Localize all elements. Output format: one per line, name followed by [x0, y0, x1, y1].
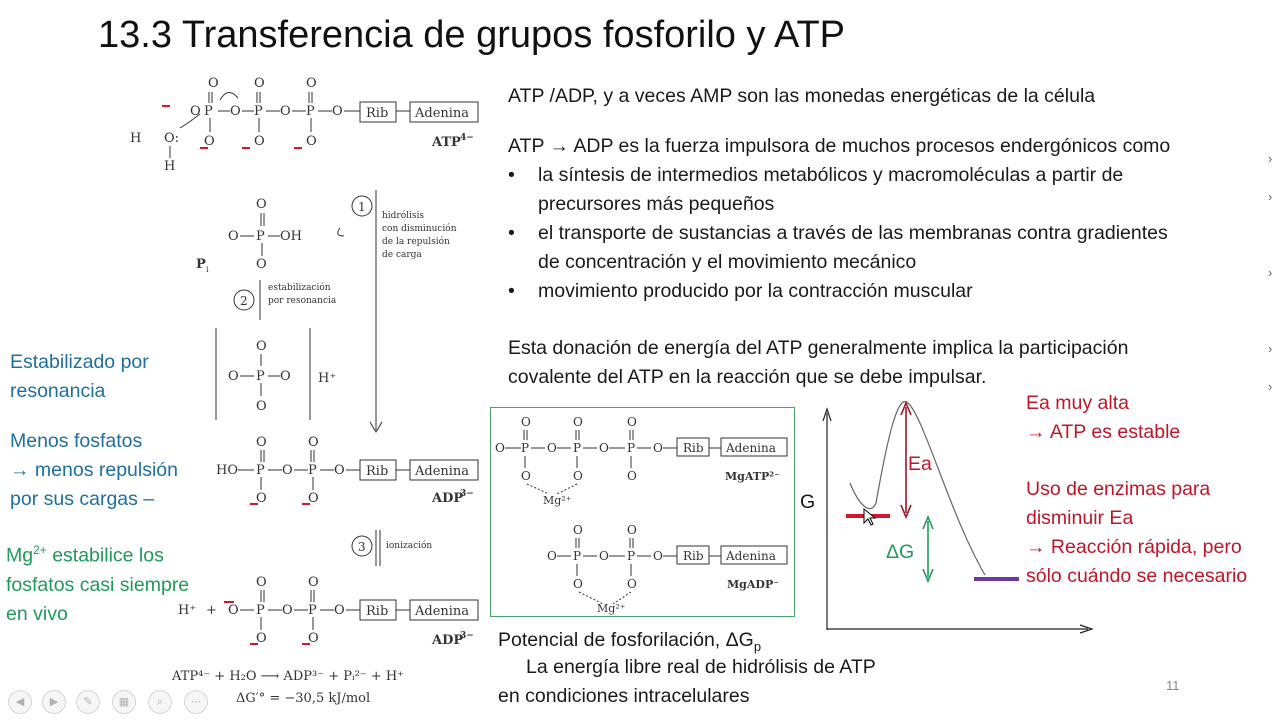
note-enzymes: Uso de enzimas para disminuir Ea → Reacción rápida, pero sólo cuándo se necesario — [1026, 478, 1248, 587]
svg-text:O: O — [256, 491, 267, 506]
adp-adenina-label: Adenina — [415, 464, 470, 479]
offscreen-edge-glyphs: › › › › › — [1268, 151, 1273, 394]
svg-text:O: O — [653, 441, 663, 455]
svg-text:O: O — [573, 415, 583, 429]
phosphorylation-potential: Potencial de fosforilación, $\Delta G_p$ — [498, 629, 762, 654]
mgadp-rib-label: Rib — [683, 549, 704, 563]
svg-text:O: O — [280, 369, 291, 384]
step-2 — [216, 280, 337, 420]
svg-text:O: O — [208, 76, 219, 91]
svg-text:H: H — [130, 131, 142, 146]
svg-text:O: O — [334, 603, 345, 618]
h-plus-ionized: H⁺ — [178, 603, 197, 618]
step-1-line2: con disminución — [382, 224, 457, 234]
svg-text:O: O — [190, 104, 201, 119]
mg-line1-rest: estabilice los — [46, 544, 164, 567]
note-fewer-line2: → menos repulsión — [10, 459, 178, 481]
bullet-item-synthesis: • la síntesis de intermedios metabólicos y macromoléculas a partir de precursores más pequeños — [508, 161, 1168, 219]
step-3 — [352, 530, 432, 566]
reaction-curve — [850, 402, 985, 575]
mgatp-mg-ion: Mg²⁺ — [543, 494, 572, 507]
svg-text:O:: O: — [164, 131, 180, 146]
atp-rib-label: Rib — [366, 106, 389, 121]
svg-text:O: O — [547, 441, 557, 455]
step-2-number: 2 — [240, 294, 248, 308]
mgatp-label: MgATP²⁻ — [725, 470, 780, 483]
prev-slide-icon[interactable]: ◀ — [8, 690, 32, 714]
svg-text:O: O — [282, 463, 293, 478]
svg-text:O: O — [256, 399, 267, 414]
svg-text:O: O — [573, 469, 583, 483]
atp-structure — [130, 76, 478, 174]
adp-rib-label: Rib — [366, 464, 389, 479]
step-3-line1: ionización — [386, 541, 433, 551]
note-ea-high: Ea muy alta → ATP es estable — [1026, 392, 1181, 443]
svg-text:O: O — [306, 134, 317, 149]
svg-text:O: O — [308, 575, 319, 590]
svg-text:P: P — [256, 369, 265, 384]
svg-text:H: H — [164, 159, 176, 174]
svg-text:P: P — [308, 463, 317, 478]
more-options-icon[interactable]: ⋯ — [184, 690, 208, 714]
mg-charge: 2+ — [33, 543, 47, 557]
body-paragraph-3: Esta donación de energía del ATP generalmente implica la participación covalente del ATP en la reacción que se debe impulsar. — [508, 337, 1129, 388]
svg-text:O: O — [573, 577, 583, 591]
atp-label: ATP — [432, 135, 461, 150]
mg-symbol: Mg — [6, 544, 34, 567]
step-1-line4: de carga — [382, 250, 422, 260]
svg-text:O: O — [547, 549, 557, 563]
mgadp-structure — [547, 523, 787, 615]
svg-text:O: O — [332, 104, 343, 119]
svg-text:O: O — [599, 441, 609, 455]
mgatp-adenina-label: Adenina — [726, 441, 776, 455]
svg-text:O: O — [521, 415, 531, 429]
mgatp-rib-label: Rib — [683, 441, 704, 455]
delta-g-arrow — [923, 517, 933, 581]
energy-axis-g-label: G — [800, 491, 816, 513]
free-energy-line2: en condiciones intracelulares — [498, 685, 750, 707]
free-energy-line1: La energía libre real de hidrólisis de ATP — [526, 656, 876, 678]
svg-text:P: P — [573, 549, 582, 563]
svg-text:P: P — [308, 603, 317, 618]
svg-text:O: O — [308, 435, 319, 450]
bullet-item-muscle: • movimiento producido por la contracción muscular — [508, 277, 1168, 306]
mgadp-adenina-label: Adenina — [726, 549, 776, 563]
adp-charge: 3− — [460, 489, 474, 499]
pen-icon[interactable]: ✎ — [76, 690, 100, 714]
step-1-number: 1 — [358, 200, 366, 214]
note-magnesium — [6, 536, 189, 629]
pi-subscript: i — [206, 265, 209, 274]
next-slide-icon[interactable]: ▶ — [42, 690, 66, 714]
adp-ionized-charge: 3− — [460, 631, 474, 641]
delta-g-label: ΔG — [886, 541, 915, 563]
mgadp-mg-ion: Mg²⁺ — [597, 602, 626, 615]
svg-text:O: O — [627, 415, 637, 429]
svg-text:+: + — [206, 603, 217, 618]
page-number: 11 — [1166, 678, 1180, 693]
adp-ionized-rib-label: Rib — [366, 604, 389, 619]
mgatp-structure — [495, 415, 787, 507]
svg-text:P: P — [256, 463, 265, 478]
adp-structure — [216, 435, 478, 506]
slides-grid-icon[interactable]: ▦ — [112, 690, 136, 714]
svg-text:P: P — [573, 441, 582, 455]
step-2-line2: por resonancia — [268, 296, 337, 306]
svg-text:O: O — [627, 469, 637, 483]
svg-text:O: O — [282, 603, 293, 618]
hydrolysis-equation: ATP⁴⁻ + H₂O ⟶ ADP³⁻ + Pᵢ²⁻ + H⁺ — [172, 669, 405, 684]
zoom-icon[interactable]: ⌕ — [148, 690, 172, 714]
svg-text:P: P — [256, 603, 265, 618]
note-resonance — [10, 348, 149, 406]
bullet-item-transport: • el transporte de sustancias a través de las membranas contra gradientes de concentración y el movimiento mecánico — [508, 219, 1168, 277]
adp-ionized-adenina-label: Adenina — [415, 604, 470, 619]
note-fewer-phosphates — [10, 427, 178, 514]
adp-ionized-structure — [178, 575, 478, 648]
svg-text:O: O — [599, 549, 609, 563]
mgadp-label: MgADP⁻ — [727, 578, 780, 591]
svg-text:P: P — [256, 229, 265, 244]
svg-text:OH: OH — [280, 229, 302, 244]
svg-text:O: O — [256, 197, 267, 212]
svg-text:O: O — [308, 491, 319, 506]
note-resonance-line1: Estabilizado por — [10, 351, 149, 373]
body-paragraph-1: ATP /ADP, y a veces AMP son las monedas energéticas de la célula — [508, 85, 1096, 107]
step-1-line1: hidrólisis — [382, 211, 425, 221]
mg-line3: en vivo — [6, 602, 68, 625]
svg-text:O: O — [230, 104, 241, 119]
svg-text:O: O — [256, 339, 267, 354]
mouse-cursor-icon — [864, 509, 875, 525]
svg-text:O: O — [256, 435, 267, 450]
svg-text:P: P — [306, 104, 315, 119]
svg-text:O: O — [228, 229, 239, 244]
pi-label: P — [196, 257, 206, 272]
svg-text:P: P — [521, 441, 530, 455]
svg-text:O: O — [627, 577, 637, 591]
svg-text:O: O — [204, 134, 215, 149]
slide-title: 13.3 Transferencia de grupos fosforilo y ATP — [98, 14, 846, 56]
svg-text:O: O — [228, 369, 239, 384]
svg-text:O: O — [521, 469, 531, 483]
h-plus-resonance: H⁺ — [318, 371, 337, 386]
svg-text:O: O — [334, 463, 345, 478]
svg-text:O: O — [228, 603, 239, 618]
svg-text:O: O — [256, 257, 267, 272]
step-2-line1: estabilización — [268, 283, 331, 293]
pi-structure — [196, 197, 302, 274]
adp-label: ADP — [432, 491, 464, 506]
adp-ionized-label: ADP — [432, 633, 464, 648]
svg-text:O: O — [573, 523, 583, 537]
mg-line2: fosfatos casi siempre — [6, 573, 190, 596]
body-paragraph-2: ATP → ADP es la fuerza impulsora de muchos procesos endergónicos como — [508, 135, 1171, 157]
step-3-number: 3 — [358, 540, 366, 554]
step-1-line3: de la repulsión — [382, 237, 450, 247]
svg-text:P: P — [627, 441, 636, 455]
svg-text:HO: HO — [216, 463, 238, 478]
atp-charge: 4− — [460, 133, 474, 143]
standard-free-energy: ΔG′° = −30,5 kJ/mol — [236, 691, 371, 706]
note-fewer-line3: por sus cargas – — [10, 488, 155, 510]
mg-complex-figure — [490, 407, 795, 617]
svg-text:O: O — [653, 549, 663, 563]
ea-label: Ea — [908, 453, 932, 475]
svg-text:P: P — [627, 549, 636, 563]
body-bullet-list — [508, 161, 1168, 306]
step-1 — [338, 190, 457, 432]
svg-text:O: O — [256, 631, 267, 646]
svg-text:O: O — [627, 523, 637, 537]
svg-text:P: P — [204, 104, 213, 119]
note-fewer-line1: Menos fosfatos — [10, 430, 143, 452]
svg-text:O: O — [495, 441, 505, 455]
svg-text:O: O — [308, 631, 319, 646]
svg-text:P: P — [254, 104, 263, 119]
note-resonance-line2: resonancia — [10, 380, 106, 402]
svg-text:O: O — [256, 575, 267, 590]
atp-adenina-label: Adenina — [415, 106, 470, 121]
svg-text:O: O — [280, 104, 291, 119]
svg-text:O: O — [254, 76, 265, 91]
svg-text:O: O — [306, 76, 317, 91]
svg-text:O: O — [254, 134, 265, 149]
